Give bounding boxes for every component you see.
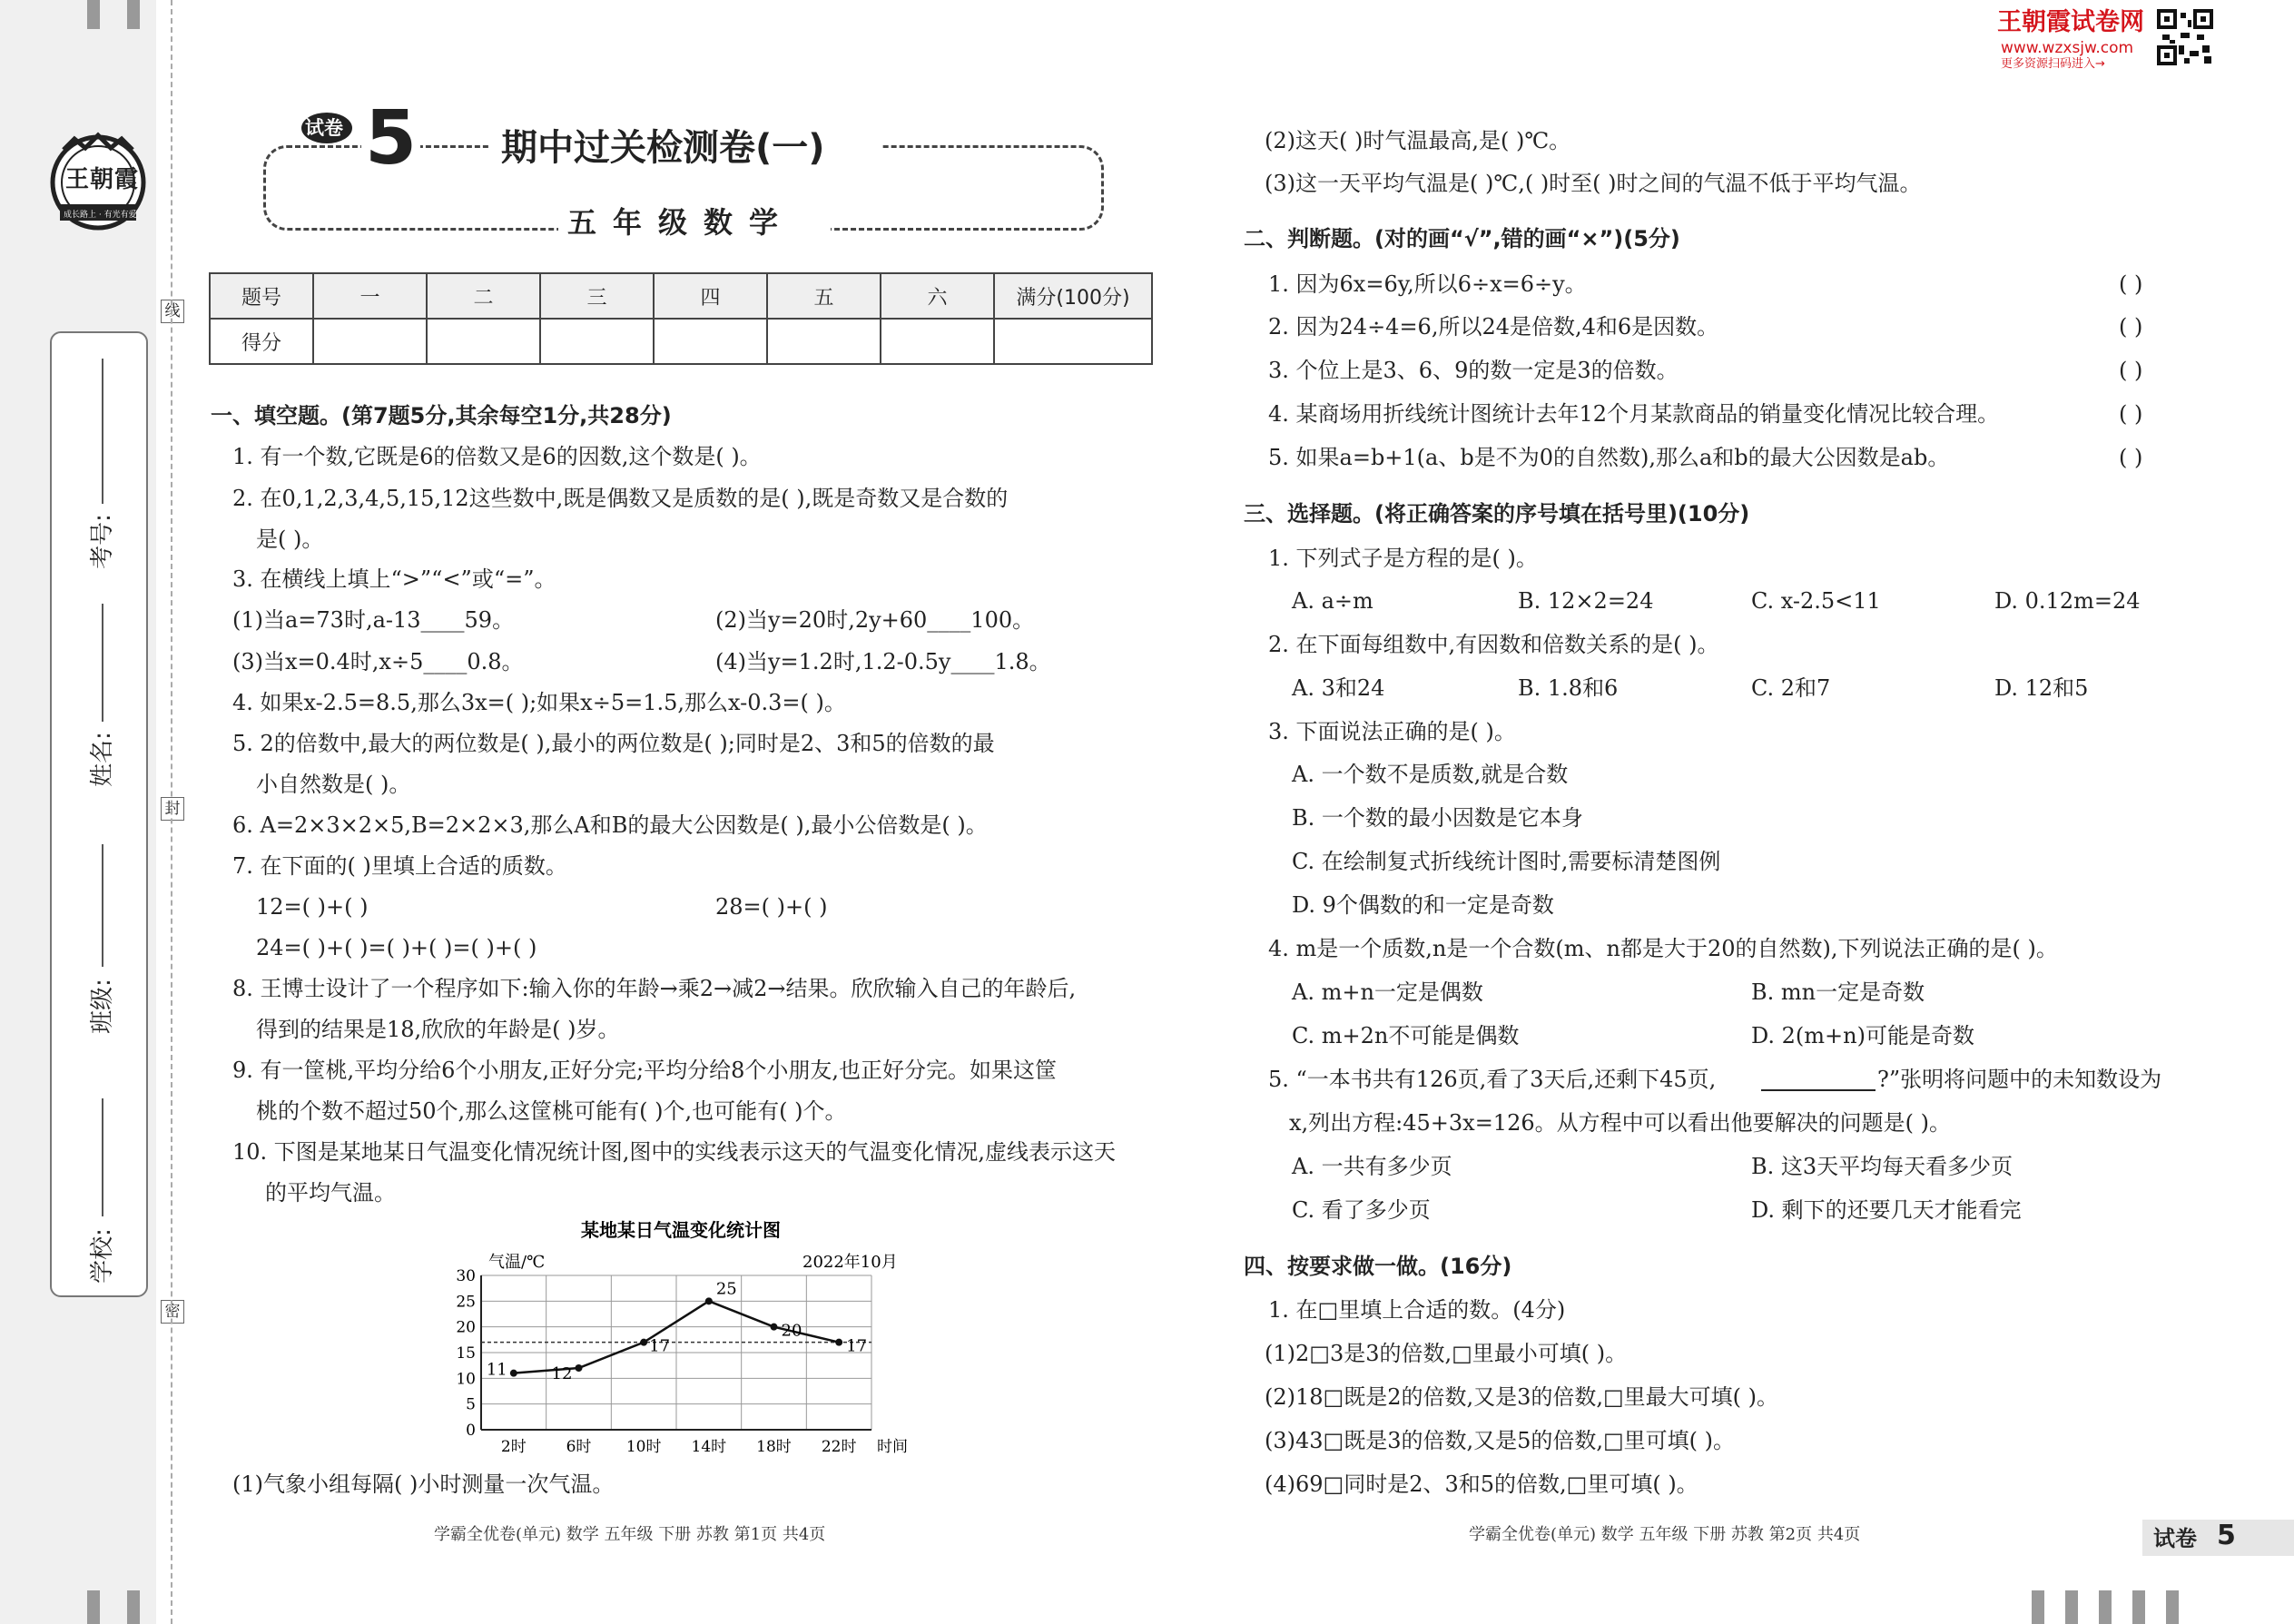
chart-xlabel: 时间 — [877, 1438, 908, 1456]
question-text: 1. 有一个数,它既是6的倍数又是6的因数,这个数是( )。 — [232, 444, 762, 469]
corner-stripe — [2032, 1590, 2044, 1624]
score-header: 六 — [881, 273, 994, 319]
seal-char: 封 — [161, 797, 184, 821]
score-cell[interactable] — [654, 319, 767, 364]
section-4-title: 四、按要求做一做。(16分) — [1244, 1254, 1512, 1279]
judge-bracket[interactable]: ( ) — [2119, 445, 2143, 470]
class-field[interactable] — [102, 844, 103, 967]
chart-ytick-label: 30 — [456, 1267, 476, 1285]
option: A. 一个数不是质数,就是合数 — [1292, 762, 1569, 787]
exam-badge-label: 试卷 — [305, 117, 343, 139]
footer-right: 学霸全优卷(单元) 数学 五年级 下册 苏教 第2页 共4页 — [1469, 1525, 1861, 1544]
chart-data-point — [640, 1339, 647, 1346]
question-text: 是( )。 — [256, 527, 324, 552]
section-3-title: 三、选择题。(将正确答案的序号填在括号里)(10分) — [1244, 501, 1750, 527]
corner-stripe — [87, 0, 100, 29]
temperature-chart — [436, 1216, 926, 1462]
chart-svg — [436, 1216, 926, 1462]
question-text: 28=( )+( ) — [715, 894, 828, 920]
brand-name: 王朝霞试卷网 — [1997, 8, 2144, 36]
exam-subtitle: 五年级数学 — [567, 205, 795, 240]
score-table — [209, 272, 1153, 365]
seal-char: 线 — [161, 300, 184, 323]
question-text: (4)69□同时是2、3和5的倍数,□里可填( )。 — [1265, 1471, 1698, 1497]
option: A. m+n一定是偶数 — [1292, 979, 1483, 1005]
question-text: (4)当y=1.2时,1.2-0.5y____1.8。 — [715, 649, 1051, 674]
publisher-logo: 王朝霞 成长路上 · 有光有爱 — [47, 132, 149, 233]
question-text: (1)当a=73时,a-13____59。 — [232, 607, 515, 633]
score-cell[interactable] — [881, 319, 994, 364]
question-text: ?”张明将问题中的未知数设为 — [1877, 1067, 2162, 1092]
brand-tagline: 更多资源扫码进入→ — [2001, 57, 2105, 71]
judge-item: 5. 如果a=b+1(a、b是不为0的自然数),那么a和b的最大公因数是ab。 — [1268, 445, 1950, 470]
question-text: 桃的个数不超过50个,那么这筐桃可能有( )个,也可能有( )个。 — [256, 1098, 847, 1124]
chart-ylabel: 气温/℃ — [488, 1253, 546, 1272]
judge-item: 1. 因为6x=6y,所以6÷x=6÷y。 — [1268, 271, 1587, 297]
question-text: (1)气象小组每隔( )小时测量一次气温。 — [232, 1471, 615, 1497]
chart-data-point — [771, 1324, 778, 1331]
score-header: 四 — [654, 273, 767, 319]
chart-ytick-label: 0 — [466, 1422, 476, 1440]
page-badge-label: 试卷 — [2153, 1526, 2197, 1551]
option: D. 0.12m=24 — [1994, 588, 2141, 614]
seal-char: 密 — [161, 1300, 184, 1324]
chart-ytick-label: 5 — [466, 1395, 476, 1414]
exam-number: 5 — [361, 98, 420, 180]
score-header: 满分(100分) — [994, 273, 1152, 319]
question-text: (2)18□既是2的倍数,又是3的倍数,□里最大可填( )。 — [1265, 1384, 1779, 1410]
chart-data-point — [510, 1370, 517, 1377]
chart-data-label: 17 — [649, 1336, 671, 1356]
judge-bracket[interactable]: ( ) — [2119, 271, 2143, 297]
score-row-label: 得分 — [210, 319, 313, 364]
corner-stripe — [87, 1590, 100, 1624]
chart-data-point — [576, 1364, 583, 1372]
corner-stripe — [127, 0, 140, 29]
question-text: 的平均气温。 — [265, 1180, 396, 1206]
score-header: 三 — [540, 273, 654, 319]
chart-ytick-label: 15 — [456, 1344, 476, 1363]
qr-code-icon — [2157, 9, 2213, 65]
question-text: 7. 在下面的( )里填上合适的质数。 — [232, 853, 567, 879]
judge-bracket[interactable]: ( ) — [2119, 358, 2143, 383]
exam-title: 期中过关检测卷(一) — [501, 127, 825, 169]
question-text: 4. m是一个质数,n是一个合数(m、n都是大于20的自然数),下列说法正确的是( )。 — [1268, 936, 2058, 961]
chart-xtick-label: 6时 — [566, 1438, 592, 1456]
chart-data-point — [705, 1297, 713, 1304]
question-text: (3)当x=0.4时,x÷5____0.8。 — [232, 649, 524, 674]
chart-title: 某地某日气温变化统计图 — [581, 1219, 781, 1241]
option: B. 12×2=24 — [1518, 588, 1654, 614]
option: B. 1.8和6 — [1518, 675, 1619, 701]
option: C. 在绘制复式折线统计图时,需要标清楚图例 — [1292, 849, 1721, 874]
chart-data-label: 12 — [551, 1364, 573, 1383]
page-badge-number: 5 — [2217, 1520, 2236, 1551]
score-cell[interactable] — [313, 319, 427, 364]
chart-ytick-label: 10 — [456, 1370, 476, 1389]
question-text: 10. 下图是某地某日气温变化情况统计图,图中的实线表示这天的气温变化情况,虚线表示这天 — [232, 1139, 1117, 1165]
section-2-title: 二、判断题。(对的画“√”,错的画“×”)(5分) — [1244, 226, 1680, 251]
exam-number-field[interactable] — [102, 359, 103, 504]
brand-url: www.wzxsjw.com — [2001, 39, 2134, 57]
judge-item: 2. 因为24÷4=6,所以24是倍数,4和6是因数。 — [1268, 314, 1719, 340]
option: D. 12和5 — [1994, 675, 2089, 701]
corner-stripe — [127, 1590, 140, 1624]
question-text: 24=( )+( )=( )+( )=( )+( ) — [256, 935, 537, 960]
score-header: 二 — [427, 273, 540, 319]
question-text: 5. “一本书共有126页,看了3天后,还剩下45页, — [1268, 1067, 1717, 1092]
option: C. 2和7 — [1751, 675, 1831, 701]
chart-data-label: 20 — [781, 1321, 802, 1341]
class-label: 班级: — [88, 979, 116, 1034]
corner-stripe — [2166, 1590, 2179, 1624]
option: A. a÷m — [1292, 588, 1373, 614]
question-text: x,列出方程:45+3x=126。从方程中可以看出他要解决的问题是( )。 — [1289, 1110, 1951, 1136]
chart-ytick-label: 25 — [456, 1293, 476, 1312]
chart-data-label: 11 — [486, 1360, 507, 1380]
name-label: 姓名: — [88, 732, 116, 787]
score-cell[interactable] — [540, 319, 654, 364]
exam-number-label: 考号: — [88, 514, 116, 569]
option: A. 一共有多少页 — [1292, 1154, 1452, 1179]
question-text: 1. 下列式子是方程的是( )。 — [1268, 546, 1538, 571]
chart-xtick-label: 18时 — [756, 1438, 792, 1456]
score-cell[interactable] — [767, 319, 881, 364]
score-header: 题号 — [210, 273, 313, 319]
question-text: (3)这一天平均气温是( )℃,( )时至( )时之间的气温不低于平均气温。 — [1265, 171, 1922, 196]
chart-xtick-label: 10时 — [625, 1438, 662, 1456]
school-field[interactable] — [102, 1098, 103, 1216]
chart-date-label: 2022年10月 — [802, 1253, 898, 1272]
chart-data-label: 25 — [715, 1279, 737, 1299]
chart-xtick-label: 14时 — [691, 1438, 727, 1456]
score-header: 五 — [767, 273, 881, 319]
question-text: 2. 在0,1,2,3,4,5,15,12这些数中,既是偶数又是质数的是( ),既是奇数又是合数的 — [232, 486, 1009, 511]
chart-xtick-label: 22时 — [821, 1438, 857, 1456]
question-text: 12=( )+( ) — [256, 894, 369, 920]
question-text: 2. 在下面每组数中,有因数和倍数关系的是( )。 — [1268, 632, 1719, 657]
answer-blank[interactable] — [1761, 1089, 1876, 1091]
option: B. 一个数的最小因数是它本身 — [1292, 805, 1583, 831]
cut-line — [171, 0, 172, 1624]
corner-stripe — [2099, 1590, 2112, 1624]
question-text: (1)2□3是3的倍数,□里最小可填( )。 — [1265, 1341, 1628, 1366]
score-header: 一 — [313, 273, 427, 319]
score-cell[interactable] — [427, 319, 540, 364]
option: C. x-2.5<11 — [1751, 588, 1881, 614]
chart-ytick-label: 20 — [456, 1318, 476, 1337]
question-text: (3)43□既是3的倍数,又是5的倍数,□里可填( )。 — [1265, 1428, 1736, 1453]
option: A. 3和24 — [1292, 675, 1385, 701]
question-text: 9. 有一筐桃,平均分给6个小朋友,正好分完;平均分给8个小朋友,也正好分完。如果这筐 — [232, 1058, 1058, 1083]
chart-xtick-label: 2时 — [500, 1438, 527, 1456]
question-text: 6. A=2×3×2×5,B=2×2×3,那么A和B的最大公因数是( ),最小公倍数是( )。 — [232, 812, 988, 838]
school-label: 学校: — [88, 1228, 116, 1284]
option: B. mn一定是奇数 — [1751, 979, 1925, 1005]
corner-stripe — [2065, 1590, 2078, 1624]
question-text: 3. 下面说法正确的是( )。 — [1268, 719, 1516, 744]
judge-item: 4. 某商场用折线统计图统计去年12个月某款商品的销量变化情况比较合理。 — [1268, 401, 2000, 427]
name-field[interactable] — [102, 604, 103, 722]
question-text: (2)这天( )时气温最高,是( )℃。 — [1265, 128, 1571, 153]
option: D. 2(m+n)可能是奇数 — [1751, 1023, 1974, 1048]
question-text: 8. 王博士设计了一个程序如下:输入你的年龄→乘2→减2→结果。欣欣输入自己的年龄后, — [232, 976, 1077, 1001]
corner-stripe — [2132, 1590, 2145, 1624]
question-text: 1. 在□里填上合适的数。(4分) — [1268, 1297, 1566, 1323]
option: C. 看了多少页 — [1292, 1197, 1431, 1223]
judge-bracket[interactable]: ( ) — [2119, 314, 2143, 340]
option: D. 剩下的还要几天才能看完 — [1751, 1197, 2022, 1223]
chart-data-point — [835, 1339, 842, 1346]
question-text: (2)当y=20时,2y+60____100。 — [715, 607, 1035, 633]
judge-item: 3. 个位上是3、6、9的数一定是3的倍数。 — [1268, 358, 1679, 383]
question-text: 3. 在横线上填上“>”“<”或“=”。 — [232, 566, 556, 592]
question-text: 小自然数是( )。 — [256, 772, 411, 797]
option: C. m+2n不可能是偶数 — [1292, 1023, 1520, 1048]
score-cell[interactable] — [994, 319, 1152, 364]
question-text: 4. 如果x-2.5=8.5,那么3x=( );如果x÷5=1.5,那么x-0.3=( )。 — [232, 690, 846, 715]
option: B. 这3天平均每天看多少页 — [1751, 1154, 2013, 1179]
question-text: 得到的结果是18,欣欣的年龄是( )岁。 — [256, 1017, 620, 1042]
section-1-title: 一、填空题。(第7题5分,其余每空1分,共28分) — [211, 403, 672, 428]
question-text: 5. 2的倍数中,最大的两位数是( ),最小的两位数是( );同时是2、3和5的倍数的最 — [232, 731, 995, 756]
chart-data-label: 17 — [846, 1336, 868, 1356]
footer-left: 学霸全优卷(单元) 数学 五年级 下册 苏教 第1页 共4页 — [434, 1525, 826, 1544]
option: D. 9个偶数的和一定是奇数 — [1292, 892, 1554, 918]
judge-bracket[interactable]: ( ) — [2119, 401, 2143, 427]
student-info-box — [50, 331, 148, 1297]
